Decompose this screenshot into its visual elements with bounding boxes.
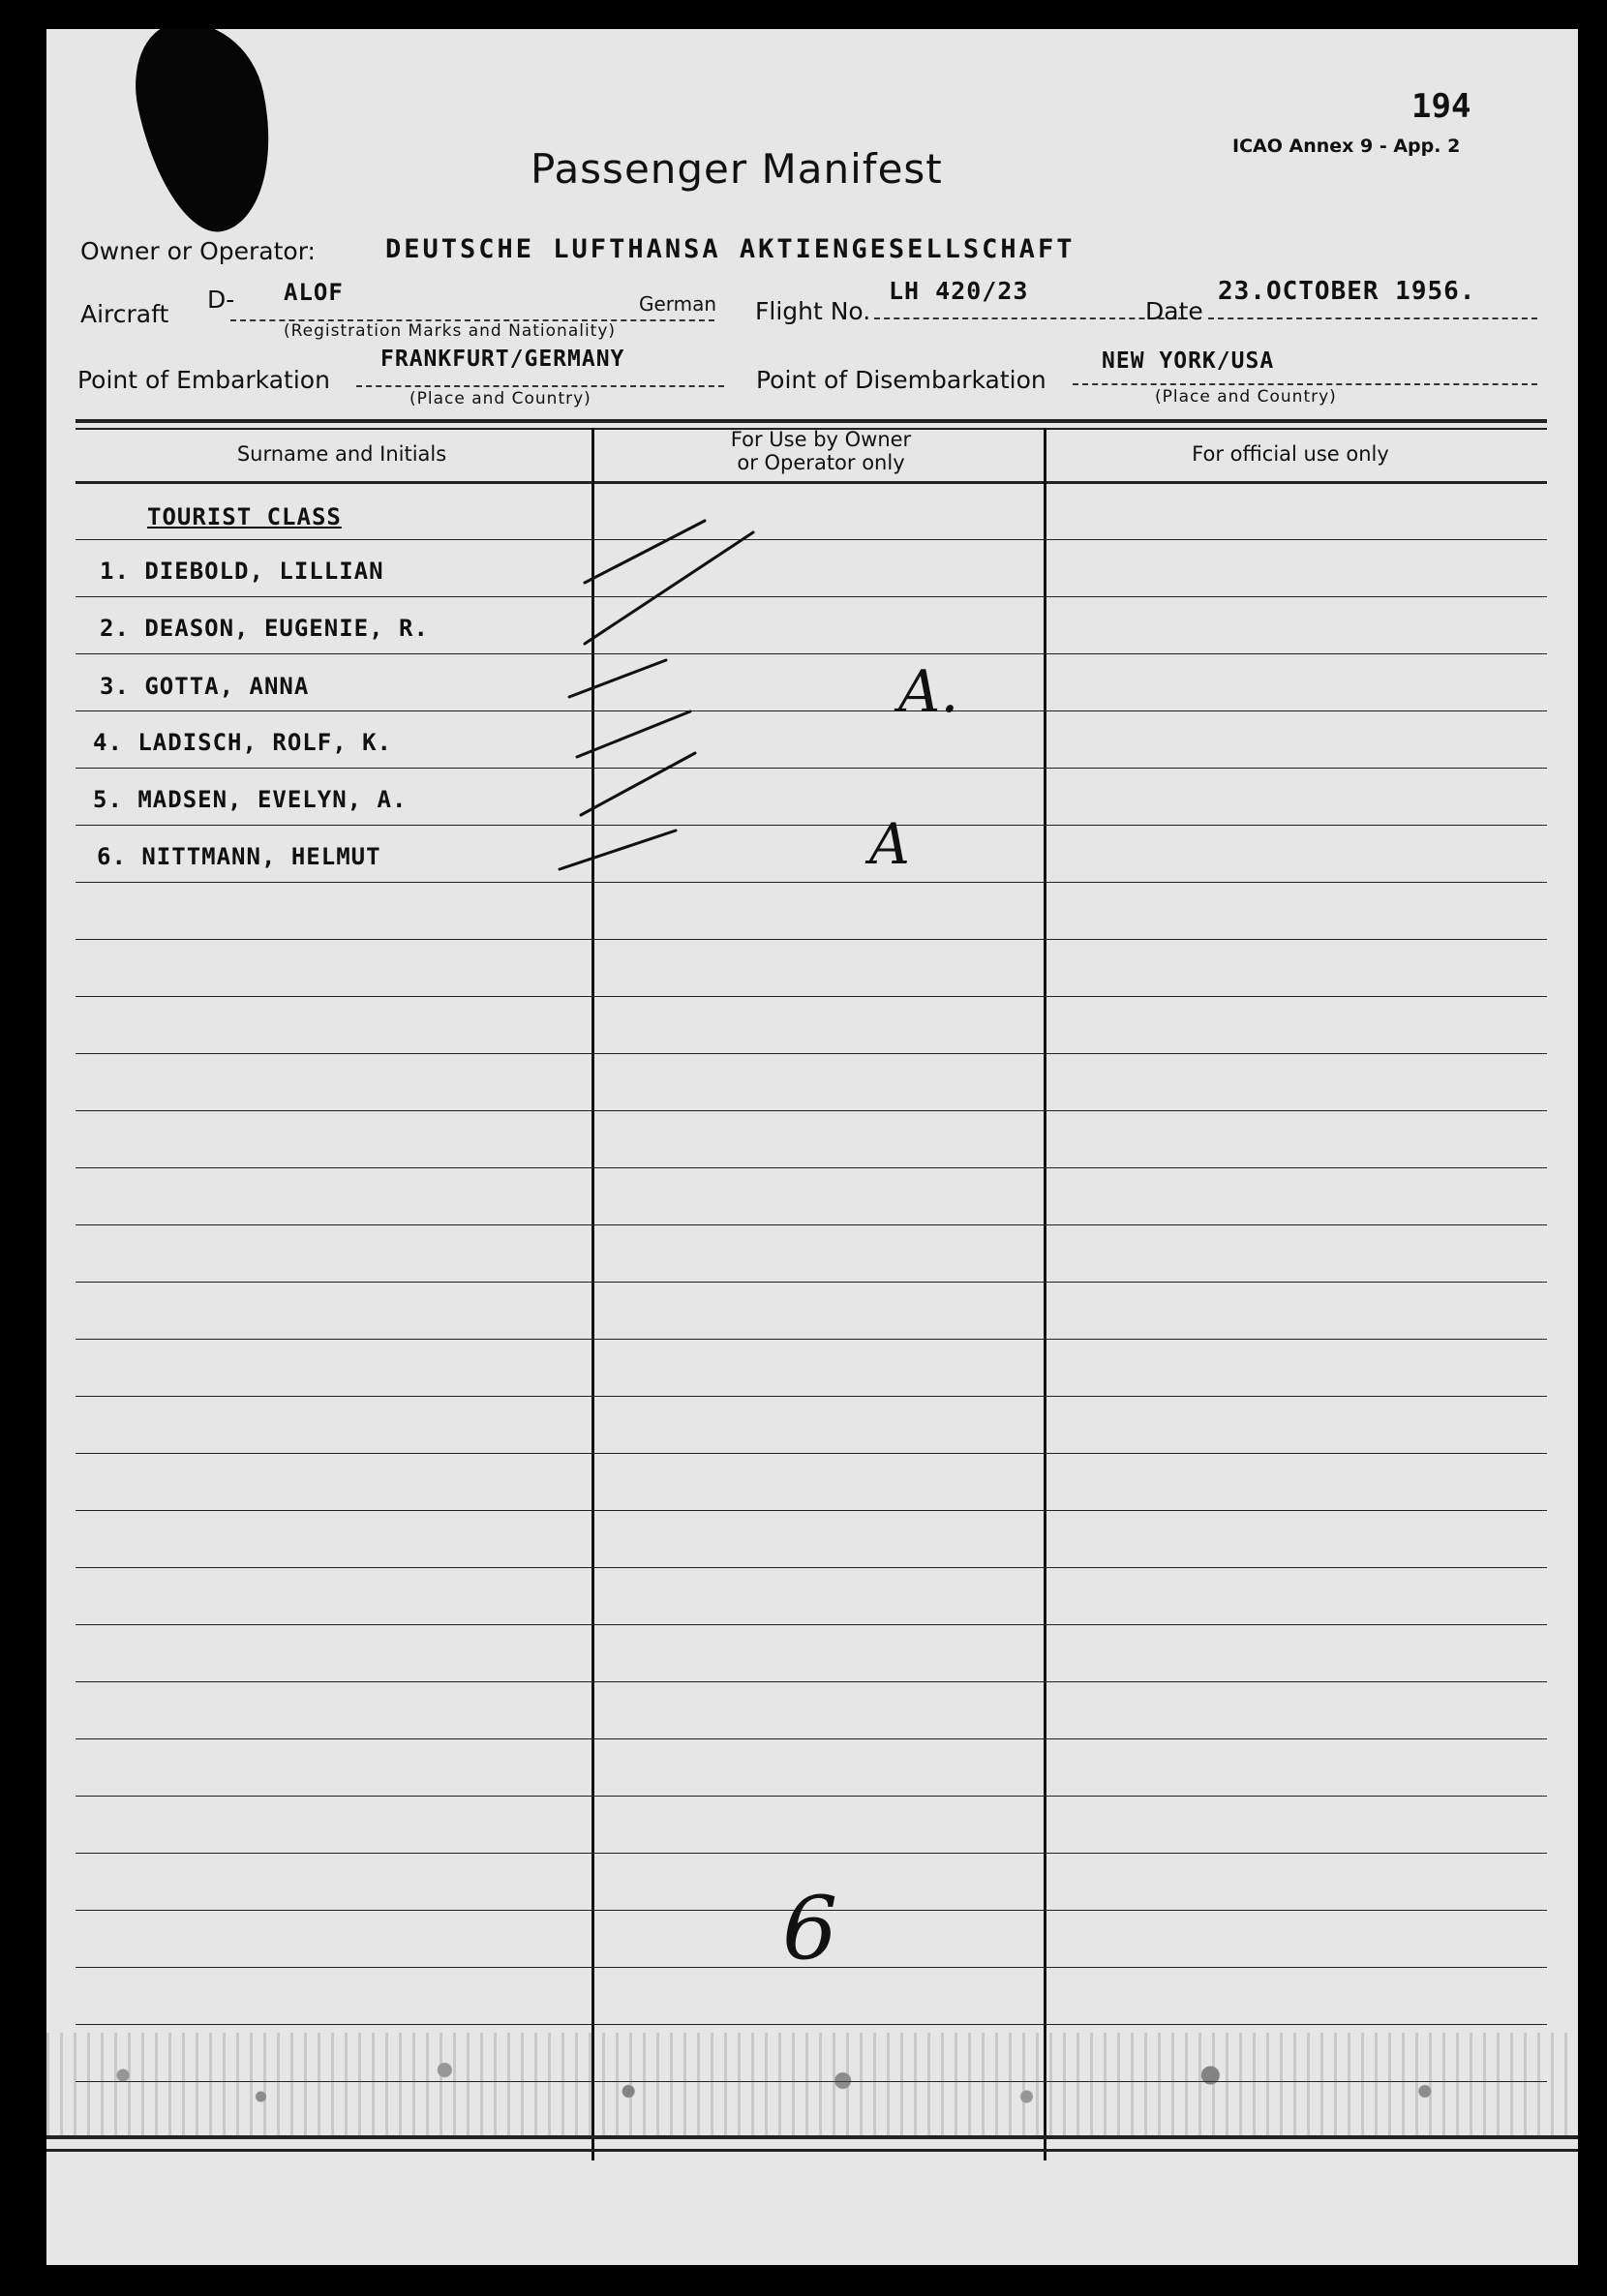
column-owner-use: For Use by Owner or Operator only: [730, 428, 912, 474]
table-bottom-line: [46, 2135, 1578, 2139]
list-item: 5. MADSEN, EVELYN, A.: [93, 786, 408, 813]
disembarkation-label: Point of Disembarkation: [756, 366, 1046, 394]
column-surname: Surname and Initials: [236, 442, 447, 466]
column-official: For official use only: [1192, 442, 1389, 466]
smudge-band: [46, 2033, 1578, 2139]
embarkation-label: Point of Embarkation: [77, 366, 330, 394]
handwritten-mark-row6: A: [869, 811, 910, 877]
date-value: 23.OCTOBER 1956.: [1218, 277, 1476, 306]
date-label: Date: [1145, 297, 1203, 325]
list-item: 1. DIEBOLD, LILLIAN: [100, 558, 384, 585]
owner-label: Owner or Operator:: [80, 237, 316, 265]
list-item: 6. NITTMANN, HELMUT: [97, 843, 381, 870]
aircraft-label: Aircraft: [80, 300, 169, 328]
aircraft-value: ALOF: [284, 279, 344, 306]
embarkation-note: (Place and Country): [409, 389, 591, 408]
handwritten-total: 6: [782, 1878, 838, 1979]
list-item: 2. DEASON, EUGENIE, R.: [100, 615, 429, 642]
aircraft-nationality: German: [639, 292, 717, 316]
list-item: 4. LADISCH, ROLF, K.: [93, 729, 392, 756]
flight-label: Flight No.: [755, 297, 871, 325]
disembarkation-value: NEW YORK/USA: [1102, 348, 1275, 374]
owner-value: DEUTSCHE LUFTHANSA AKTIENGESELLSCHAFT: [385, 234, 1076, 264]
manifest-page: [46, 29, 1578, 2265]
page-title: Passenger Manifest: [531, 145, 943, 193]
aircraft-note: (Registration Marks and Nationality): [284, 321, 617, 341]
class-heading: TOURIST CLASS: [147, 503, 342, 530]
handwritten-mark-row3: A.: [898, 658, 959, 726]
annex-reference: ICAO Annex 9 - App. 2: [1232, 136, 1461, 157]
aircraft-prefix: D-: [207, 286, 235, 314]
flight-value: LH 420/23: [889, 277, 1029, 305]
list-item: 3. GOTTA, ANNA: [100, 673, 310, 700]
disembarkation-note: (Place and Country): [1155, 387, 1337, 407]
page-number: 194: [1411, 87, 1471, 126]
embarkation-value: FRANKFURT/GERMANY: [380, 347, 625, 372]
